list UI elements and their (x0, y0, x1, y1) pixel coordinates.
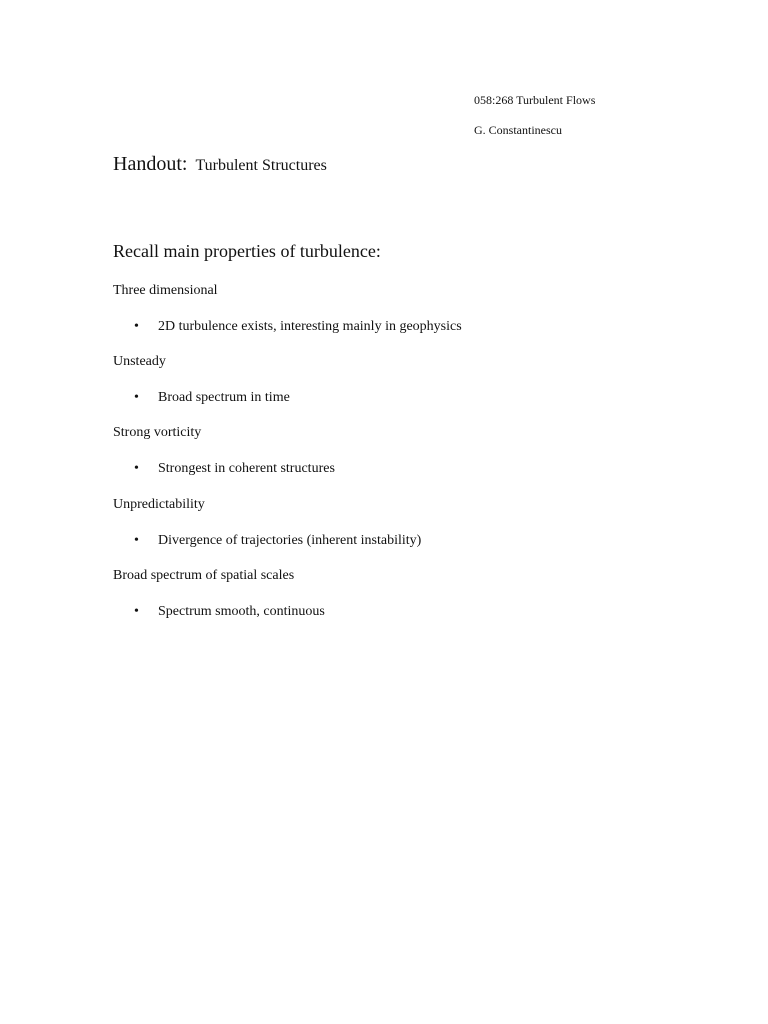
property-detail-text: Spectrum smooth, continuous (158, 604, 325, 619)
section-heading: Recall main properties of turbulence: (113, 241, 381, 261)
property-detail-text: Broad spectrum in time (158, 390, 290, 405)
bullet-icon: • (134, 390, 139, 405)
property-detail (134, 604, 325, 620)
bullet-icon: • (134, 604, 139, 619)
title-label: Handout: (113, 153, 188, 175)
property-item: Broad spectrum of spatial scales (113, 568, 295, 583)
property-detail-text: Strongest in coherent structures (158, 461, 335, 476)
bullet-icon: • (134, 461, 139, 476)
property-detail (134, 461, 335, 477)
property-detail (134, 319, 462, 335)
property-detail-text: Divergence of trajectories (inherent instability) (158, 533, 422, 548)
author-header: G. Constantinescu (474, 123, 562, 137)
property-detail-text: 2D turbulence exists, interesting mainly in geophysics (158, 319, 462, 334)
property-detail (134, 533, 421, 549)
property-item: Three dimensional (113, 283, 218, 298)
property-detail (134, 390, 290, 406)
course-header: 058:268 Turbulent Flows (474, 93, 596, 107)
property-item: Unsteady (113, 354, 166, 369)
property-item: Unpredictability (113, 497, 205, 512)
bullet-icon: • (134, 533, 139, 548)
bullet-icon: • (134, 319, 139, 334)
page-title (113, 153, 327, 176)
property-item: Strong vorticity (113, 425, 202, 440)
title-subject: Turbulent Structures (195, 157, 327, 174)
